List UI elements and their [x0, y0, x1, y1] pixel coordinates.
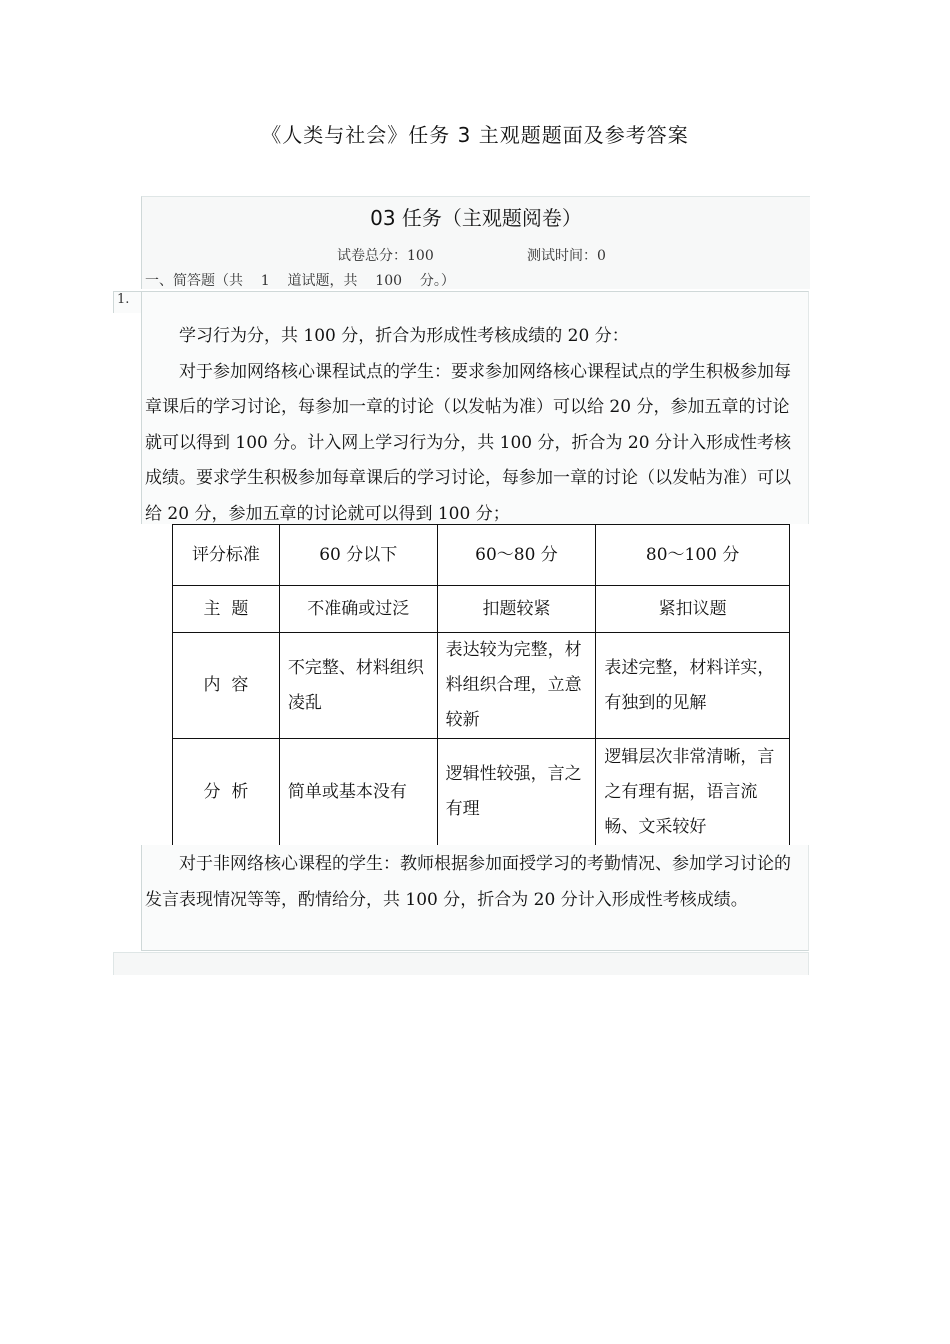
table-header-cell: 评分标准 [173, 525, 280, 586]
footer-strip [113, 952, 809, 975]
table-row [173, 525, 790, 586]
table-header-cell: 60～80 分 [437, 525, 596, 586]
answer-box [141, 291, 809, 524]
answer-paragraph: 对于参加网络核心课程试点的学生：要求参加网络核心课程试点的学生积极参加每章课后的学习讨论，每参加一章的讨论（以发帖为准）可以给 20 分，参加五章的讨论就可以得到 100 分。计入网上学习行为分，共 100 分，折合为 20 分计入形成性考核成绩。要求学生积极参加每章课后的学习讨论，每参加一章的讨论（以发帖为准）可以给 20 分，参加五章的讨论就可以得到 100 分； [145, 361, 791, 524]
row-label: 内 容 [173, 633, 280, 739]
table-header-cell: 60 分以下 [279, 525, 437, 586]
table-cell: 表达较为完整，材料组织合理，立意较新 [437, 633, 596, 739]
rubric-table [172, 524, 790, 846]
table-cell: 表述完整，材料详实，有独到的见解 [596, 633, 790, 739]
test-time: 测试时间：0 [527, 248, 606, 264]
table-row [173, 586, 790, 633]
question-number: 1. [113, 291, 141, 313]
table-cell: 逻辑层次非常清晰，言之有理有据，语言流畅、文采较好 [596, 739, 790, 846]
table-header-cell: 80～100 分 [596, 525, 790, 586]
table-cell: 紧扣议题 [596, 586, 790, 633]
table-cell: 简单或基本没有 [279, 739, 437, 846]
table-cell: 扣题较紧 [437, 586, 596, 633]
row-label: 分 析 [173, 739, 280, 846]
table-cell: 不完整、材料组织凌乱 [279, 633, 437, 739]
document-title: 《人类与社会》任务 3 主观题题面及参考答案 [261, 123, 689, 147]
total-score: 试卷总分：100 [337, 248, 434, 264]
table-cell: 逻辑性较强，言之有理 [437, 739, 596, 846]
row-label: 主 题 [173, 586, 280, 633]
exam-title: 03 任务（主观题阅卷） [370, 206, 582, 230]
table-cell: 不准确或过泛 [279, 586, 437, 633]
table-row [173, 633, 790, 739]
closing-box [141, 845, 809, 951]
exam-header [141, 196, 810, 289]
table-row [173, 739, 790, 846]
closing-paragraph: 对于非网络核心课程的学生：教师根据参加面授学习的考勤情况、参加学习讨论的发言表现情况等等，酌情给分，共 100 分，折合为 20 分计入形成性考核成绩。 [145, 854, 791, 910]
section-label: 一、简答题（共 1 道试题，共 100 分。） [145, 273, 455, 289]
answer-paragraph: 学习行为分，共 100 分，折合为形成性考核成绩的 20 分： [179, 326, 629, 346]
